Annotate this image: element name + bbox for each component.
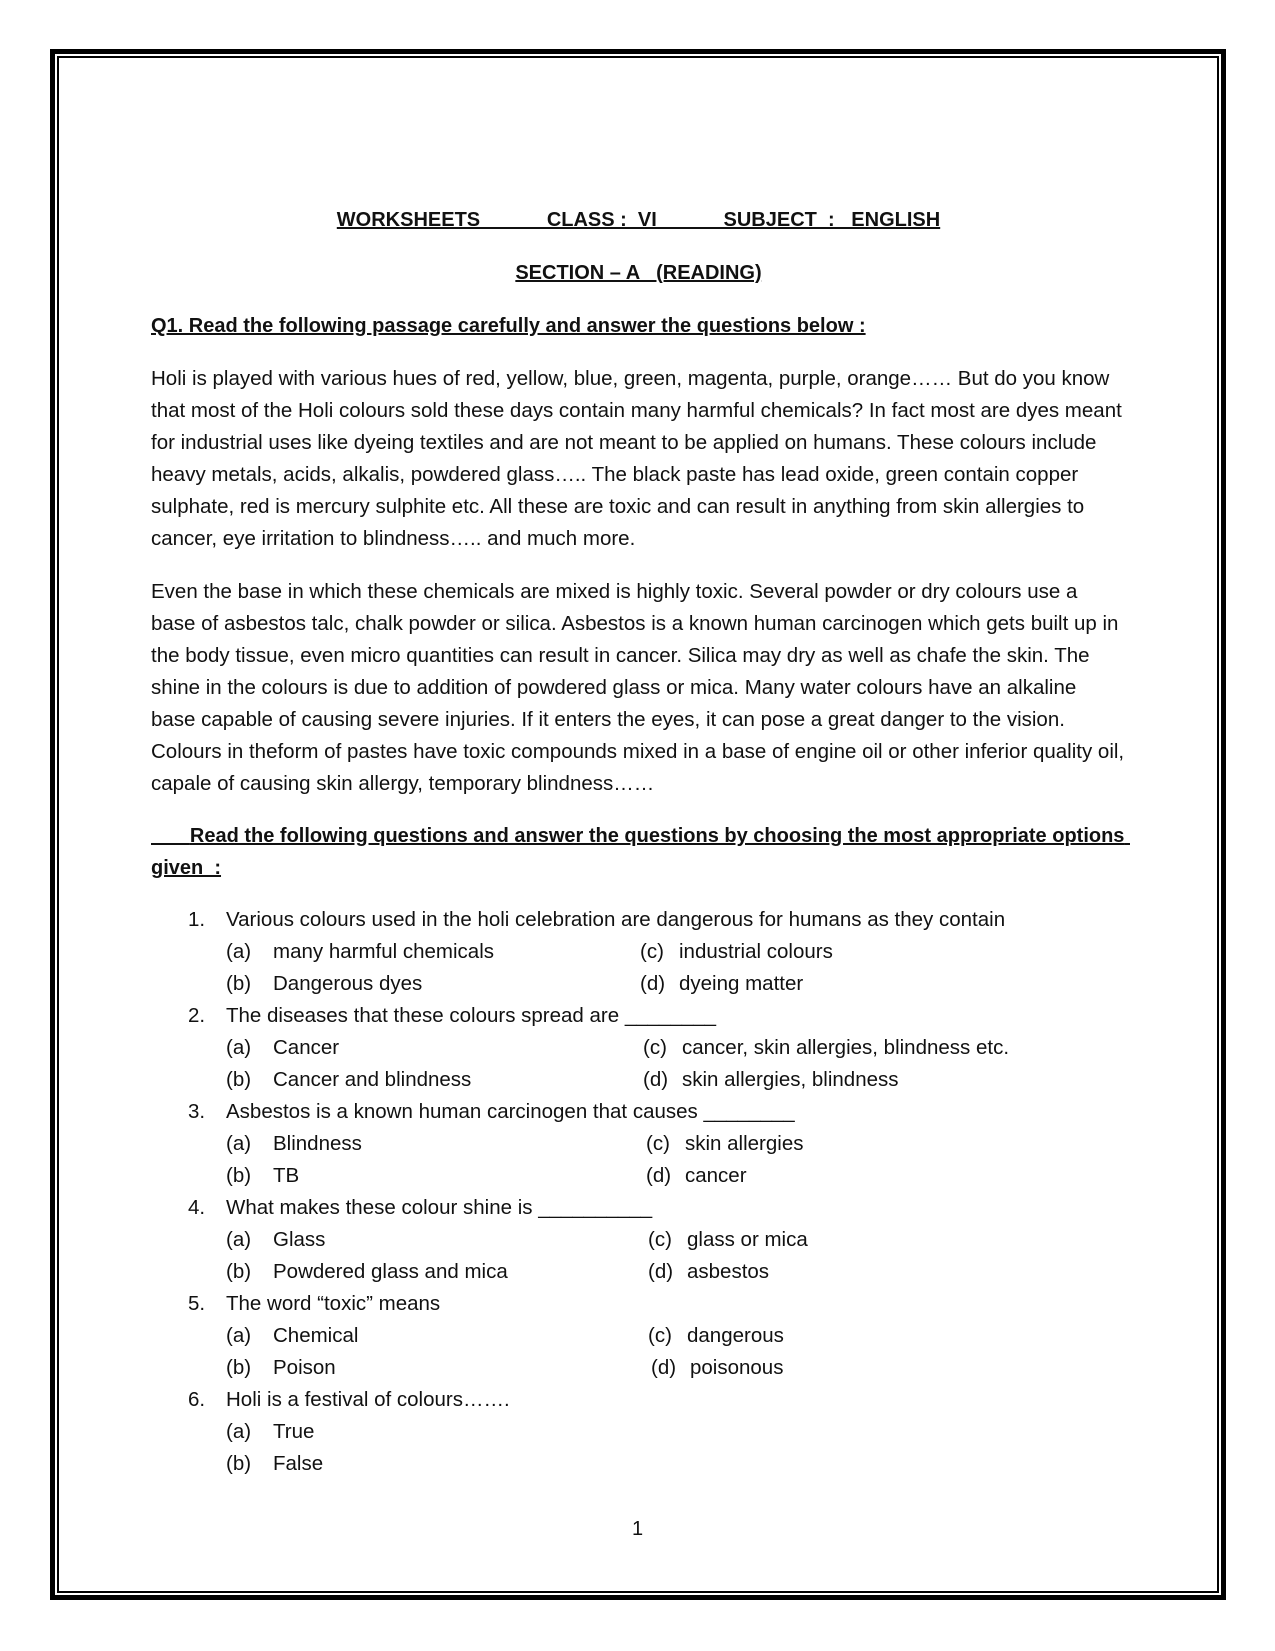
- option-d: (d) skin allergies, blindness: [643, 1068, 899, 1091]
- worksheet-content: [151, 204, 1130, 1480]
- option-a: (a) Chemical: [226, 1324, 359, 1347]
- question-number: 5.: [188, 1292, 206, 1315]
- option-b: (b) Cancer and blindness: [226, 1068, 472, 1091]
- option-b: (b) Poison: [226, 1356, 336, 1379]
- question-text: Holi is a festival of colours…….: [226, 1388, 510, 1411]
- option-a: (a) Cancer: [226, 1036, 340, 1059]
- question-text: Asbestos is a known human carcinogen that causes ________: [226, 1100, 795, 1123]
- question-item: [151, 904, 1126, 1000]
- question-title: Q1. Read the following passage carefully and answer the questions below :: [151, 315, 866, 337]
- option-a: (a) True: [226, 1420, 315, 1443]
- option-b: (b) Dangerous dyes: [226, 972, 423, 995]
- question-item: [151, 1288, 1126, 1384]
- worksheet-header: WORKSHEETS CLASS : VI SUBJECT : ENGLISH: [336, 209, 941, 231]
- question-text: Various colours used in the holi celebration are dangerous for humans as they contain: [226, 908, 1006, 931]
- question-list: [151, 904, 1126, 1480]
- question-item: [151, 1192, 1126, 1288]
- question-text: The diseases that these colours spread are ________: [226, 1004, 717, 1027]
- option-d: (d) cancer: [646, 1164, 747, 1187]
- question-item: [151, 1000, 1126, 1096]
- option-a: (a) Blindness: [226, 1132, 362, 1155]
- passage-paragraph-2: Even the base in which these chemicals are mixed is highly toxic. Several powder or dry colours use a base of asbestos talc, chalk powder or silica. Asbestos is a known human carcinogen which gets built up in the body tissue, even micro quantities can result in cancer. Silica may dry as well as chafe the skin. The shine in the colours is due to addition of powdered glass or mica. Many water colours have an alkaline base capable of causing severe injuries. If it enters the eyes, it can pose a great danger to the vision. Colours in theform of pastes have toxic compounds mixed in a base of engine oil or other inferior quality oil, capale of causing skin allergy, temporary blindness……: [151, 580, 1125, 795]
- option-d: (d) dyeing matter: [640, 972, 804, 995]
- option-b: (b) False: [226, 1452, 324, 1475]
- question-item: [151, 1384, 1126, 1480]
- option-c: (c) cancer, skin allergies, blindness etc.: [643, 1036, 1010, 1059]
- option-d: (d) poisonous: [651, 1356, 784, 1379]
- question-text: The word “toxic” means: [226, 1292, 441, 1315]
- instruction-text: Read the following questions and answer the questions by choosing the most appropriate options given :: [151, 825, 1130, 879]
- page-number: 1: [631, 1518, 644, 1540]
- question-number: 6.: [188, 1388, 206, 1411]
- option-b: (b) Powdered glass and mica: [226, 1260, 508, 1283]
- option-c: (c) industrial colours: [640, 940, 833, 963]
- passage-paragraph-1: Holi is played with various hues of red, yellow, blue, green, magenta, purple, orange…… But do you know that most of the Holi colours sold these days contain many harmful chemicals? In fact most are dyes meant for industrial uses like dyeing textiles and are not meant to be applied on humans. These colours include heavy metals, acids, alkalis, powdered glass….. The black paste has lead oxide, green contain copper sulphate, red is mercury sulphite etc. All these are toxic and can result in anything from skin allergies to cancer, eye irritation to blindness….. and much more.: [151, 367, 1122, 550]
- option-d: (d) asbestos: [648, 1260, 770, 1283]
- option-c: (c) dangerous: [648, 1324, 784, 1347]
- option-a: (a) Glass: [226, 1228, 326, 1251]
- option-b: (b) TB: [226, 1164, 300, 1187]
- option-a: (a) many harmful chemicals: [226, 940, 495, 963]
- section-title: SECTION – A (READING): [515, 262, 762, 284]
- question-number: 4.: [188, 1196, 206, 1219]
- question-number: 2.: [188, 1004, 206, 1027]
- question-text: What makes these colour shine is __________: [226, 1196, 653, 1219]
- option-c: (c) skin allergies: [646, 1132, 804, 1155]
- question-number: 1.: [188, 908, 206, 931]
- question-item: [151, 1096, 1126, 1192]
- question-number: 3.: [188, 1100, 206, 1123]
- option-c: (c) glass or mica: [648, 1228, 808, 1251]
